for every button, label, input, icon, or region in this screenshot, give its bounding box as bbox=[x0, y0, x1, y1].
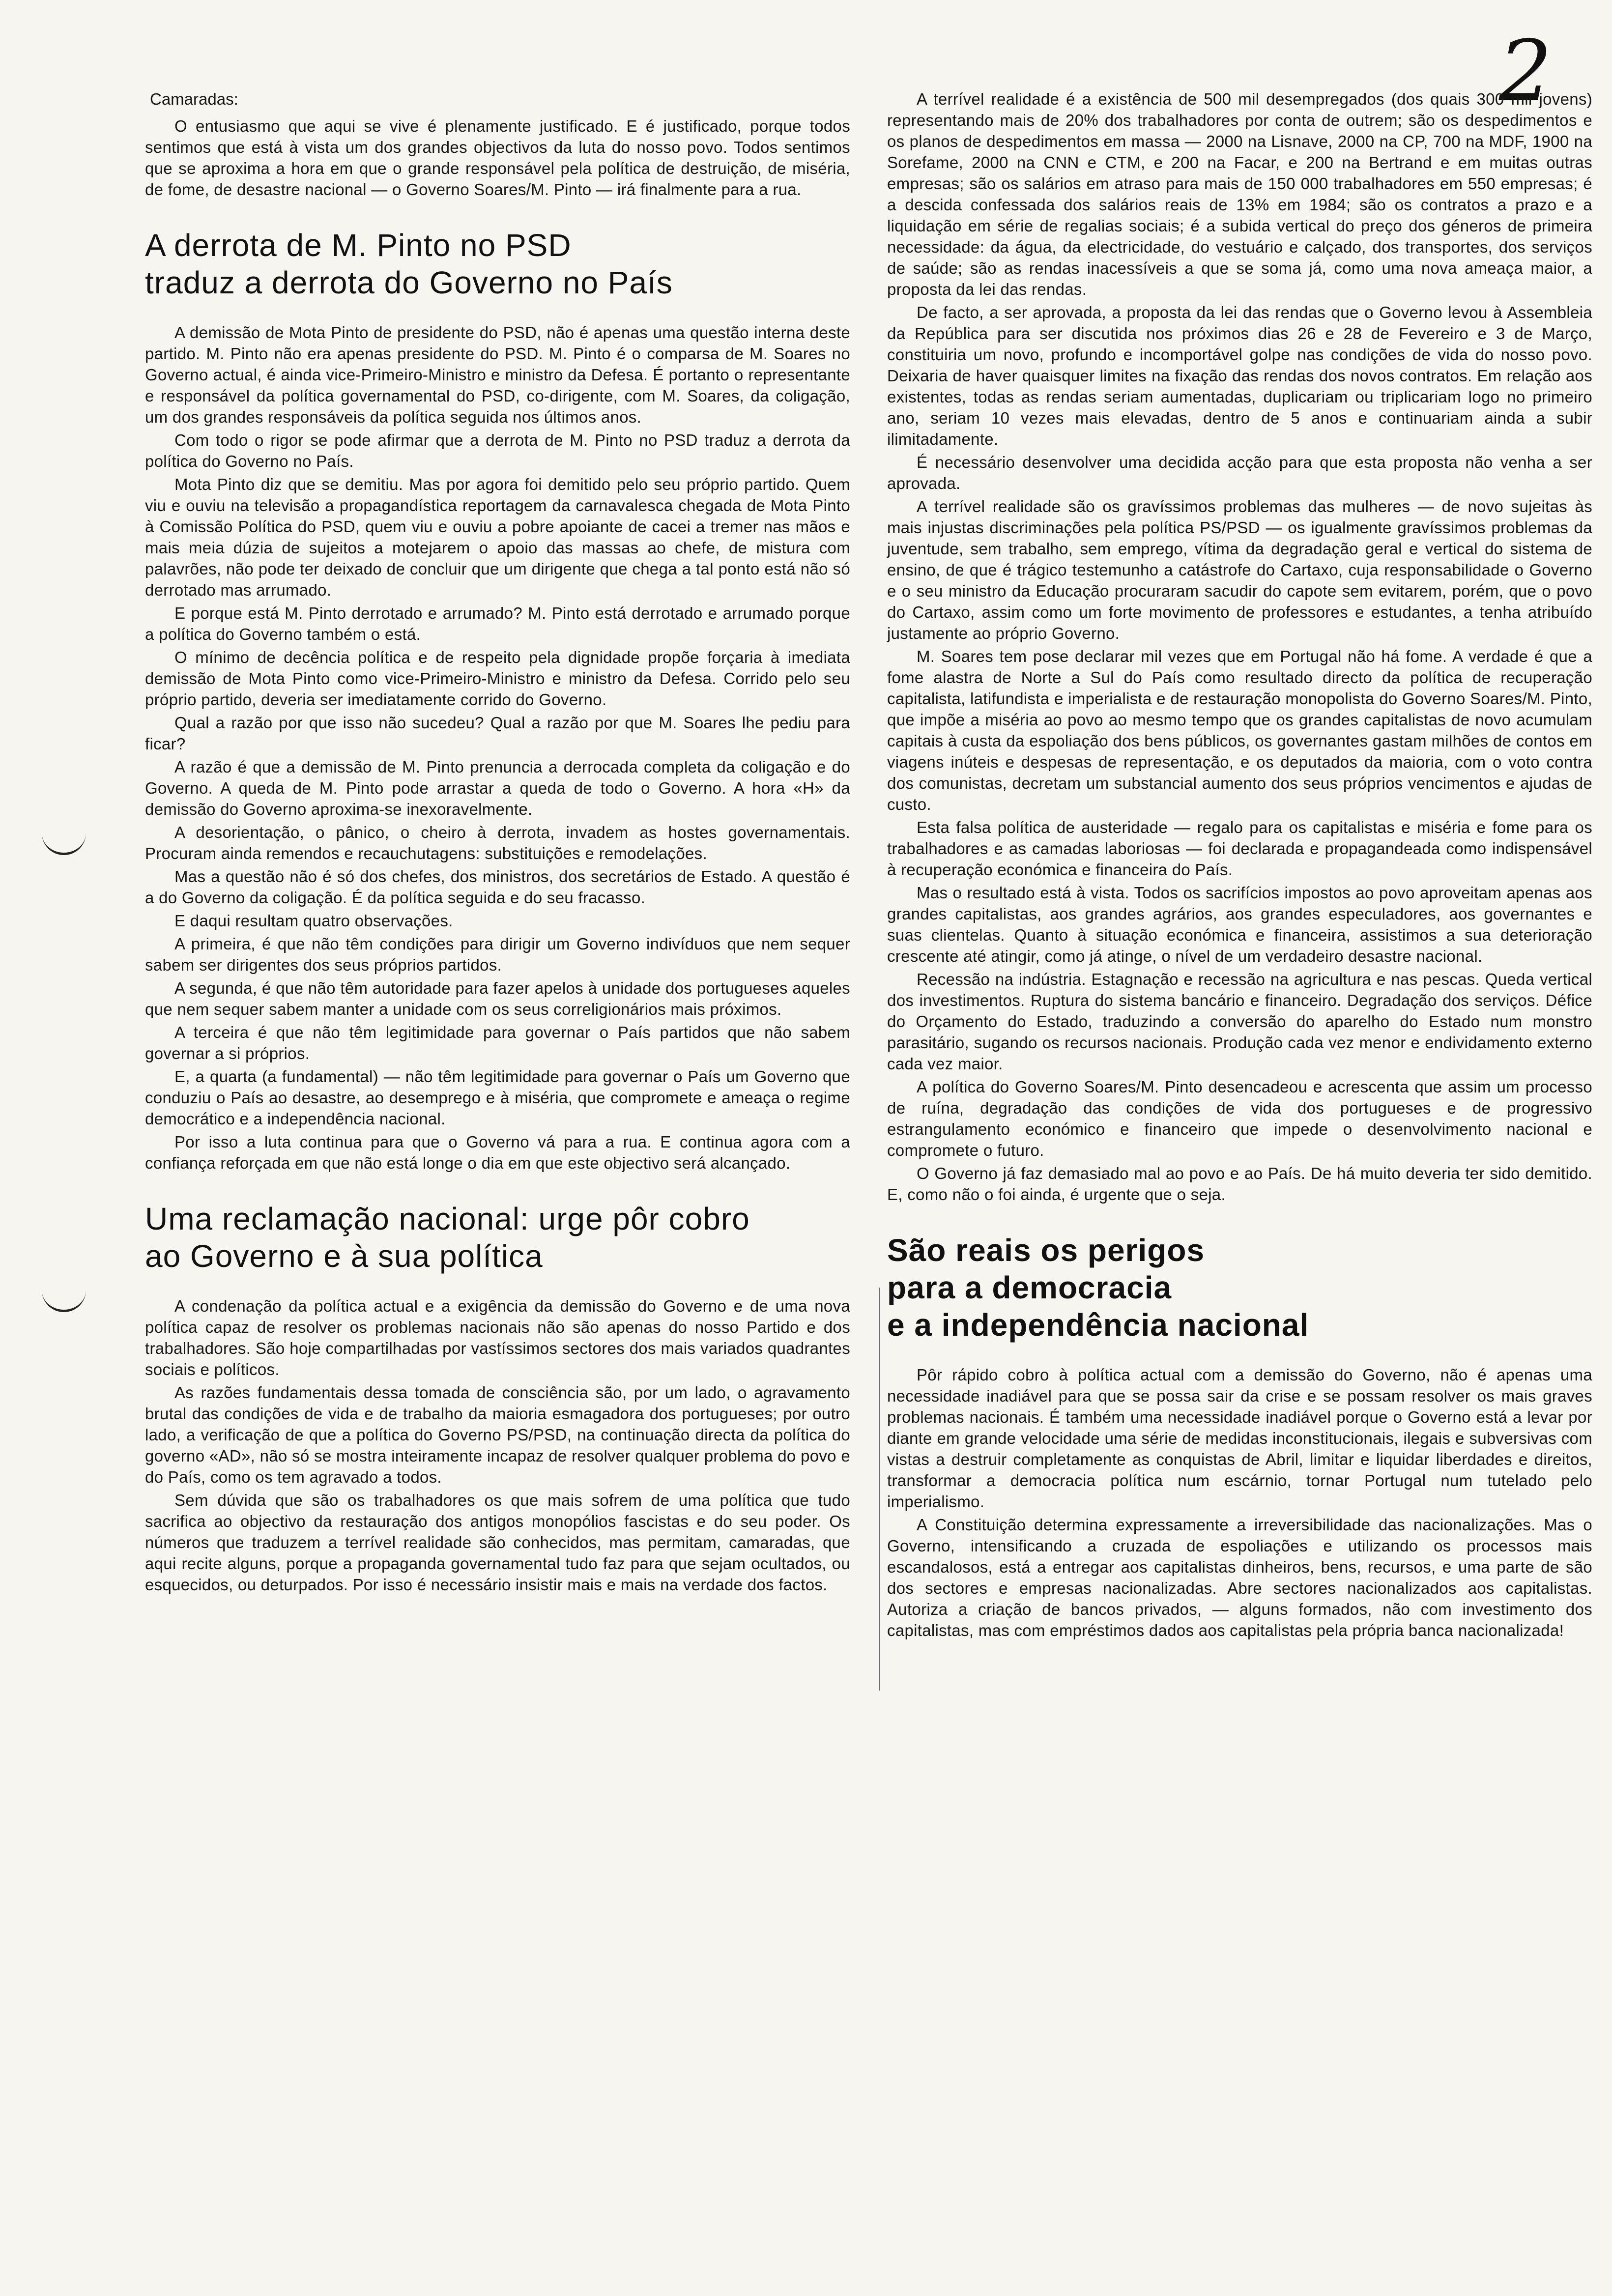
paragraph: E daqui resultam quatro observações. bbox=[174, 912, 453, 930]
paragraph: Mota Pinto diz que se demitiu. Mas por agora foi demitido pelo seu próprio partido. Quem viu e ouviu na televisão a propagandística reportagem da carnavalesca chegada de Mota Pinto à Comissão Política do PSD, quem viu e ouviu a pobre apoiante de cacei a tremer nas mãos e mais meia dúzia de sujeitos a motejarem o apoio das massas ao chefe, de mistura com palavrões, não pode ter deixado de concluir que um dirigente que chega a tal ponto está não só derrotado mas arrumado. bbox=[145, 475, 850, 599]
section-body bbox=[887, 1364, 1592, 1641]
headline-line: São reais os perigos bbox=[887, 1233, 1205, 1268]
paragraph: Mas a questão não é só dos chefes, dos ministros, dos secretários de Estado. A questão é a do Governo da coligação. É da política seguida e do seu fracasso. bbox=[145, 867, 850, 907]
paragraph: A razão é que a demissão de M. Pinto prenuncia a derrocada completa da coligação e do Governo. A queda de M. Pinto pode arrastar a queda de todo o Governo. A hora «H» da demissão do Governo aproxima-se inexoravelmente. bbox=[145, 758, 850, 818]
column-divider bbox=[879, 1288, 880, 1691]
section-body bbox=[145, 322, 850, 1174]
paragraph: Sem dúvida que são os trabalhadores os que mais sofrem de uma política que tudo sacrifica ao objectivo da restauração dos antigos monopólios fascistas e do seu poder. Os números que traduzem a terrível realidade são conhecidos, mas permitam, camaradas, que aqui recite alguns, porque a propaganda governamental tudo faz para que sejam ocultados, ou esquecidos, ou deturpados. Por isso é necessário insistir mais e mais na verdade dos factos. bbox=[145, 1491, 850, 1594]
section-body bbox=[145, 1295, 850, 1595]
salutation: Camaradas: bbox=[150, 90, 238, 108]
left-column bbox=[145, 88, 850, 1597]
headline-line: e a independência nacional bbox=[887, 1307, 1309, 1343]
paragraph: A terceira é que não têm legitimidade para governar o País partidos que não sabem governar a si próprios. bbox=[145, 1023, 850, 1062]
paragraph: E, a quarta (a fundamental) — não têm legitimidade para governar o País um Governo que conduziu o País ao desastre, ao desemprego e à miséria, que compromete e ameaça o regime democrático e a independência nacional. bbox=[145, 1067, 850, 1128]
paragraph: A Constituição determina expressamente a irreversibilidade das nacionalizações. Mas o Governo, intensificando a cruzada de espoliações e utilizando os processos mais escandalosos, está a entregar aos capitalistas dinheiros, bens, recursos, e uma parte de são dos sectores e empresas nacionalizadas. Abre sectores nacionalizados aos capitalistas. Autoriza a criação de bancos privados, — alguns formados, não com investimento dos capitalistas, mas com empréstimos dados aos capitalistas pela própria banca nacionalizada! bbox=[887, 1516, 1592, 1639]
paragraph: E porque está M. Pinto derrotado e arrumado? M. Pinto está derrotado e arrumado porque a política do Governo também o está. bbox=[145, 604, 850, 643]
paragraph: A terrível realidade são os gravíssimos problemas das mulheres — de novo sujeitas às mais injustas discriminações pela política PS/PSD — os igualmente gravíssimos problemas da juventude, sem trabalho, sem emprego, vítima da degradação geral e vertical do sistema de ensino, de que é trágico testemunho a catástrofe do Cartaxo, cuja responsabilidade o Governo e o seu ministro da Educação procuraram sacudir do capote sem evitarem, porém, que o povo do Cartaxo, assim como um forte movimento de professores e estudantes, a tenha atribuído justamente ao próprio Governo. bbox=[887, 497, 1592, 642]
paragraph: A demissão de Mota Pinto de presidente do PSD, não é apenas uma questão interna deste partido. M. Pinto não era apenas presidente do PSD. M. Pinto é o comparsa de M. Soares no Governo actual, é ainda vice-Primeiro-Ministro e ministro da Defesa. É portanto o representante e responsável da política governamental do PSD, co-dirigente, com M. Soares, da coligação, um dos grandes responsáveis da política seguida nos últimos anos. bbox=[145, 323, 850, 426]
paragraph: A desorientação, o pânico, o cheiro à derrota, invadem as hostes governamentais. Procuram ainda remendos e recauchutagens: substituições e remodelações. bbox=[145, 823, 850, 862]
headline-line: ao Governo e à sua política bbox=[145, 1238, 543, 1274]
headline-line: para a democracia bbox=[887, 1270, 1172, 1305]
headline-line: Uma reclamação nacional: urge pôr cobro bbox=[145, 1201, 750, 1236]
paragraph: Mas o resultado está à vista. Todos os sacrifícios impostos ao povo aproveitam apenas aos grandes capitalistas, aos grandes agrários, aos grandes especuladores, aos governantes e suas clientelas. Quanto à situação económica e financeira, assistimos a sua deterioração crescente até atingir, como já atinge, o nível de um verdadeiro desastre nacional. bbox=[887, 884, 1592, 965]
paragraph: Por isso a luta continua para que o Governo vá para a rua. E continua agora com a confiança reforçada em que não está longe o dia em que este objectivo será alcançado. bbox=[145, 1133, 850, 1172]
paragraph: De facto, a ser aprovada, a proposta da lei das rendas que o Governo levou à Assembleia da República para ser discutida nos próximos dias 26 e 28 de Fevereiro e 3 de Março, constituiria um novo, profundo e incomportável golpe nas condições de vida do nosso povo. Deixaria de haver quaisquer limites na fixação das rendas dos novos contratos. Em relação aos existentes, todas as rendas seriam aumentadas, duplicariam ou triplicariam logo no primeiro ano, seriam 10 vezes mais elevadas, dentro de 5 anos e continuariam ainda a subir ilimitadamente. bbox=[887, 303, 1592, 448]
paragraph: O Governo já faz demasiado mal ao povo e ao País. De há muito deveria ter sido demitido. E, como não o foi ainda, é urgente que o seja. bbox=[887, 1164, 1592, 1204]
paragraph: A segunda, é que não têm autoridade para fazer apelos à unidade dos portugueses aqueles que nem sequer sabem manter a unidade com os seus correligionários mais próximos. bbox=[145, 979, 850, 1018]
section-headline bbox=[887, 1232, 1592, 1344]
continuation-text bbox=[887, 88, 1592, 1205]
paragraph: A política do Governo Soares/M. Pinto desencadeou e acrescenta que assim um processo de ruína, degradação das condições de vida dos portugueses e de progressivo estrangulamento económico e financeiro que impede o desenvolvimento nacional e compromete o futuro. bbox=[887, 1078, 1592, 1159]
paragraph: M. Soares tem pose declarar mil vezes que em Portugal não há fome. A verdade é que a fome alastra de Norte a Sul do País como resultado directo da política de recuperação capitalista, latifundista e imperialista e de restauração monopolista do Governo Soares/M. Pinto, que impõe a miséria ao povo ao mesmo tempo que os grandes capitalistas de novo acumulam capitais à custa da espoliação dos bens públicos, os governantes gastam milhões de contos em viagens inúteis e despesas de representação, e os deputados da maioria, com o voto contra dos comunistas, decretam um substancial aumento dos seus próprios vencimentos e ajudas de custo. bbox=[887, 647, 1592, 813]
paragraph: Esta falsa política de austeridade — regalo para os capitalistas e miséria e fome para os trabalhadores e as camadas laboriosas — foi declarada e propagandeada como indispensável à recuperação económica e financeira do País. bbox=[887, 818, 1592, 879]
paragraph: A condenação da política actual e a exigência da demissão do Governo e de uma nova política capaz de resolver os problemas nacionais não são apenas do nosso Partido e dos trabalhadores. São hoje compartilhadas por vastíssimos sectores dos mais variados quadrantes sociais e políticos. bbox=[145, 1297, 850, 1378]
paragraph: Pôr rápido cobro à política actual com a demissão do Governo, não é apenas uma necessidade inadiável para que se possa sair da crise e se possam resolver os mais graves problemas nacionais. É também uma necessidade inadiável porque o Governo está a levar por diante em grande velocidade uma série de medidas inconstitucionais, ilegais e subversivas com vistas a destruir completamente as conquistas de Abril, limitar e liquidar liberdades e direitos, transformar a democracia política num escárnio, tornar Portugal num tutelado pelo imperialismo. bbox=[887, 1366, 1592, 1511]
opening-text bbox=[145, 115, 850, 200]
binder-hole-mark bbox=[42, 831, 86, 855]
paragraph: A terrível realidade é a existência de 500 mil desempregados (dos quais 300 mil jovens) representando mais de 20% dos trabalhadores por conta de outrem; são os despedimentos e os planos de despedimentos em massa — 2000 na Lisnave, 2000 na CP, 700 na MDF, 1900 na Sorefame, 2000 na CNN e CTM, e 200 na Facar, e 200 na Bertrand e em muitas outras empresas; são os salários em atraso para mais de 150 000 trabalhadores em 550 empresas; é a descida confessada dos salários reais de 13% em 1984; são os contratos a prazo e a liquidação em série de regalias sociais; é a subida vertical do preço dos géneros de primeira necessidade: da água, da electricidade, do vestuário e calçado, dos transportes, dos serviços de saúde; são as rendas inacessíveis a que se soma já, como uma nova ameaça maior, a proposta da lei das rendas. bbox=[887, 90, 1592, 298]
paragraph: Com todo o rigor se pode afirmar que a derrota de M. Pinto no PSD traduz a derrota da política do Governo no País. bbox=[145, 431, 850, 470]
binder-hole-mark bbox=[42, 1288, 86, 1312]
paragraph: Qual a razão por que isso não sucedeu? Qual a razão por que M. Soares lhe pediu para ficar? bbox=[145, 714, 850, 753]
section-headline bbox=[145, 1200, 850, 1275]
section-headline bbox=[145, 227, 850, 301]
paragraph: O mínimo de decência política e de respeito pela dignidade propõe forçaria à imediata demissão de Mota Pinto como vice-Primeiro-Ministro e ministro da Defesa. Corrido pelo seu próprio partido, deveria ser imediatamente corrido do Governo. bbox=[145, 648, 850, 709]
page-number: 2 bbox=[1499, 23, 1553, 120]
paragraph: É necessário desenvolver uma decidida acção para que esta proposta não venha a ser aprovada. bbox=[887, 453, 1592, 492]
paragraph: As razões fundamentais dessa tomada de consciência são, por um lado, o agravamento brutal das condições de vida e de trabalho da maioria esmagadora dos portugueses; por outro lado, a verificação de que a política do Governo PS/PSD, na continuação directa da política do governo «AD», não só se mostra inteiramente incapaz de resolver qualquer problema do povo e do País, como os tem agravado a todos. bbox=[145, 1383, 850, 1486]
paragraph: O entusiasmo que aqui se vive é plenamente justificado. E é justificado, porque todos sentimos que está à vista um dos grandes objectivos da luta do nosso povo. Todos sentimos que se aproxima a hora em que o grande responsável pela política de destruição, de miséria, de fome, de desastre nacional — o Governo Soares/M. Pinto — irá finalmente para a rua. bbox=[145, 117, 850, 199]
headline-line: A derrota de M. Pinto no PSD bbox=[145, 228, 572, 263]
right-column bbox=[887, 88, 1592, 1643]
headline-line: traduz a derrota do Governo no País bbox=[145, 265, 673, 300]
paragraph: Recessão na indústria. Estagnação e recessão na agricultura e nas pescas. Queda vertical dos investimentos. Ruptura do sistema bancário e financeiro. Degradação dos serviços. Défice do Orçamento do Estado, traduzindo a conversão do aparelho do Estado num monstro parasitário, sugando os recursos nacionais. Produção cada vez menor e endividamento externo cada vez maior. bbox=[887, 970, 1592, 1073]
paragraph: A primeira, é que não têm condições para dirigir um Governo indivíduos que nem sequer sabem ser dirigentes dos seus próprios partidos. bbox=[145, 935, 850, 974]
